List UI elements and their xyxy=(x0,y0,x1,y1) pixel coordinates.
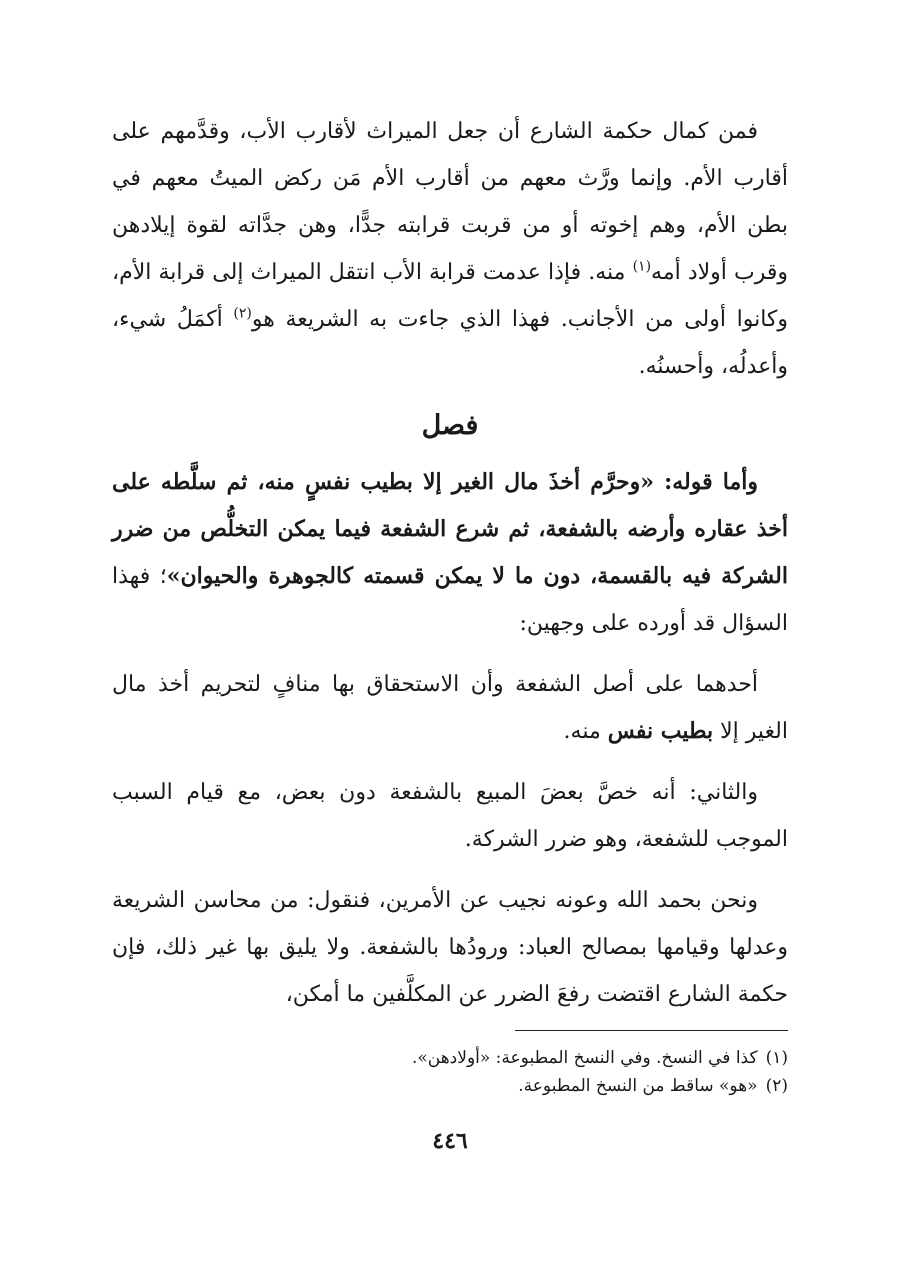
page-number: ٤٤٦ xyxy=(432,1128,468,1154)
paragraph-first-aspect xyxy=(112,661,788,755)
footnote-2-number: (٢) xyxy=(765,1076,788,1096)
paragraph-inheritance xyxy=(112,108,788,390)
paragraph-second-aspect: والثاني: أنه خصَّ بعضَ المبيع بالشفعة دون بعض، مع قيام السبب الموجب للشفعة، وهو ضرر الشركة. xyxy=(112,780,788,852)
paragraph-1-part-a: فمن كمال حكمة الشارع أن جعل الميراث لأقارب الأب، وقدَّمهم على أقارب الأم. وإنما ورَّث معهم من أقارب الأم مَن ركض الميتُ معهم في بطن الأم، وهم إخوته أو من قربت قرابته جدًّا، وهن جدَّاته لقوة إيلادهن وقرب أولاد أمه xyxy=(112,119,789,285)
section-heading: فصل xyxy=(421,410,479,441)
paragraph-answer: ونحن بحمد الله وعونه نجيب عن الأمرين، فنقول: من محاسن الشريعة وعدلها وقيامها بمصالح العباد: ورودُها بالشفعة. ولا يليق بها غير ذلك، فإن حكمة الشارع اقتضت رفعَ الضرر عن المكلَّفين ما أمكن، xyxy=(112,888,788,1007)
footnote-1 xyxy=(112,1044,788,1072)
paragraph-2-quote: «وحرَّم أخذَ مال الغير إلا بطيب نفسٍ منه، ثم سلَّطه على أخذ عقاره وأرضه بالشفعة، ثم شرع الشفعة فيما يمكن التخلُّص من ضرر الشركة فيه بالقسمة، دون ما لا يمكن قسمته كالجوهرة والحيوان» xyxy=(112,469,788,589)
footnote-ref-1: (١) xyxy=(632,258,652,275)
main-text xyxy=(112,108,788,1018)
paragraph-question xyxy=(112,459,788,647)
footnote-separator xyxy=(515,1030,788,1031)
paragraph-1-part-b: منه. فإذا عدمت قرابة الأب انتقل الميراث إلى قرابة الأم، وكانوا أولى من الأجانب. فهذا الذي جاءت به الشريعة هو xyxy=(112,260,788,332)
footnotes xyxy=(112,1044,788,1100)
footnote-1-number: (١) xyxy=(765,1048,788,1068)
footnote-ref-2: (٢) xyxy=(233,305,252,322)
paragraph-3-bold: بطيب نفس xyxy=(607,718,714,744)
paragraph-2-lead: وأما قوله: xyxy=(653,469,758,495)
paragraph-2-rest: ؛ فهذا السؤال قد أورده على وجهين: xyxy=(112,564,788,636)
footnote-2-text: «هو» ساقط من النسخ المطبوعة. xyxy=(518,1076,758,1096)
paragraph-3-part-a: أحدهما على أصل الشفعة وأن الاستحقاق بها منافٍ لتحريم أخذ مال الغير إلا xyxy=(112,672,788,744)
paragraph-1-part-c: أكمَلُ شيء، وأعدلُه، وأحسنُه. xyxy=(112,307,788,379)
footnote-2 xyxy=(112,1072,788,1100)
paragraph-3-part-b: منه. xyxy=(563,719,608,744)
footnote-1-text: كذا في النسخ. وفي النسخ المطبوعة: «أولادهن». xyxy=(411,1048,758,1068)
